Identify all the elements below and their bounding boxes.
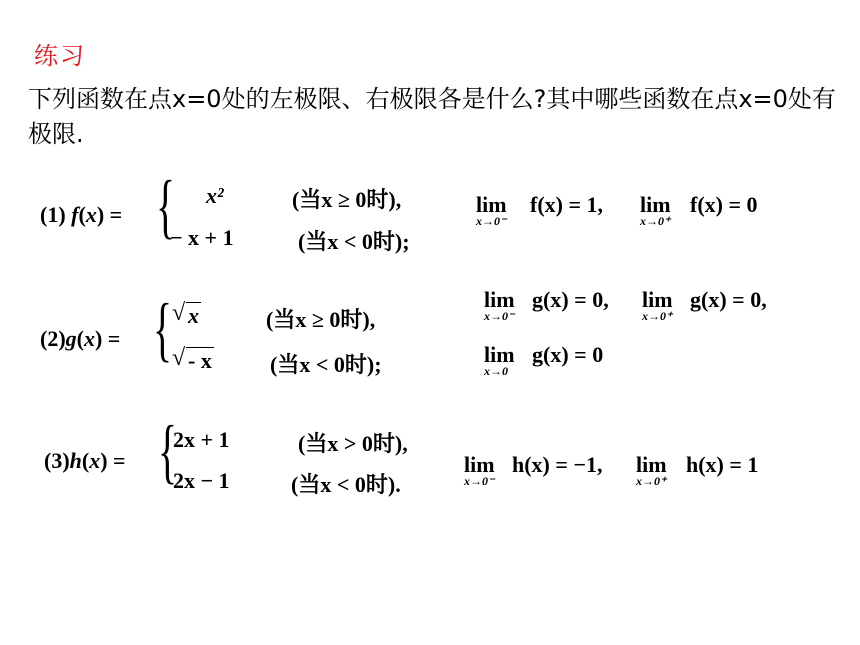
problem-1-case1-expr: x²: [206, 183, 224, 208]
problem-2-label: (2): [40, 326, 66, 351]
limit-3-left-expr: h(x) = −1,: [512, 452, 603, 477]
lim-word: lim: [640, 192, 671, 217]
lim-subscript: x→0⁻: [484, 309, 515, 323]
question-text: 下列函数在点x=0处的左极限、右极限各是什么?其中哪些函数在点x=0处有极限.: [28, 85, 836, 148]
limit-1-left: [476, 192, 507, 229]
brace-3: {: [158, 411, 178, 491]
problem-2-case1-expr: x: [188, 303, 199, 328]
problem-1-case1: [206, 183, 224, 209]
problem-2-fname: g: [65, 326, 77, 351]
problem-3-case1: 2x + 1: [173, 427, 230, 452]
lim-subscript: x→0⁺: [636, 474, 667, 488]
problem-1-fname: f: [71, 202, 79, 227]
lim-subscript: x→0⁻: [476, 214, 507, 228]
limit-1-left-expr: f(x) = 1,: [530, 192, 604, 217]
problem-3-case2-cond: (当x < 0时).: [291, 472, 401, 497]
problem-1-case2: − x + 1: [170, 225, 234, 250]
lim-subscript: x→0⁻: [464, 474, 495, 488]
lim-subscript: x→0⁺: [640, 214, 671, 228]
problem-2-case2: [172, 348, 214, 374]
lim-word: lim: [484, 342, 515, 367]
limit-3-left: [464, 452, 495, 489]
limit-2-right: [642, 287, 673, 324]
limit-2-two-sided: [484, 342, 515, 379]
problem-1-case2-cond: (当x < 0时);: [298, 229, 410, 254]
lim-word: lim: [642, 287, 673, 312]
lim-word: lim: [464, 452, 495, 477]
problem-2-case1: [172, 303, 201, 329]
limit-2-two-sided-expr: g(x) = 0: [532, 342, 604, 367]
brace-1: {: [156, 166, 176, 246]
limit-1-right-expr: f(x) = 0: [690, 192, 758, 217]
lim-word: lim: [636, 452, 667, 477]
problem-3-case2: 2x − 1: [173, 468, 230, 493]
exercise-heading: 练习: [34, 42, 86, 70]
problem-2-lhs: (2)g(x) =: [40, 326, 121, 351]
limit-2-left: [484, 287, 515, 324]
problem-3-label: (3): [44, 448, 70, 473]
lim-word: lim: [476, 192, 507, 217]
problem-1-label: (1): [40, 202, 66, 227]
limit-3-right-expr: h(x) = 1: [686, 452, 759, 477]
problem-1-case1-cond: (当x ≥ 0时),: [292, 187, 402, 212]
problem-1-lhs: (1) f(x) =: [40, 202, 123, 227]
lim-subscript: x→0: [484, 364, 508, 378]
problem-3-case1-cond: (当x > 0时),: [298, 431, 408, 456]
problem-2-case2-expr: - x: [188, 348, 212, 373]
limit-1-right: [640, 192, 671, 229]
problem-3-lhs: (3)h(x) =: [44, 448, 126, 473]
limit-3-right: [636, 452, 667, 489]
limit-2-left-expr: g(x) = 0,: [532, 287, 609, 312]
brace-2: {: [153, 289, 173, 369]
problem-2-case1-cond: (当x ≥ 0时),: [266, 307, 376, 332]
problem-2-case2-cond: (当x < 0时);: [270, 352, 382, 377]
lim-subscript: x→0⁺: [642, 309, 673, 323]
lim-word: lim: [484, 287, 515, 312]
limit-2-right-expr: g(x) = 0,: [690, 287, 767, 312]
problem-3-fname: h: [69, 448, 82, 473]
